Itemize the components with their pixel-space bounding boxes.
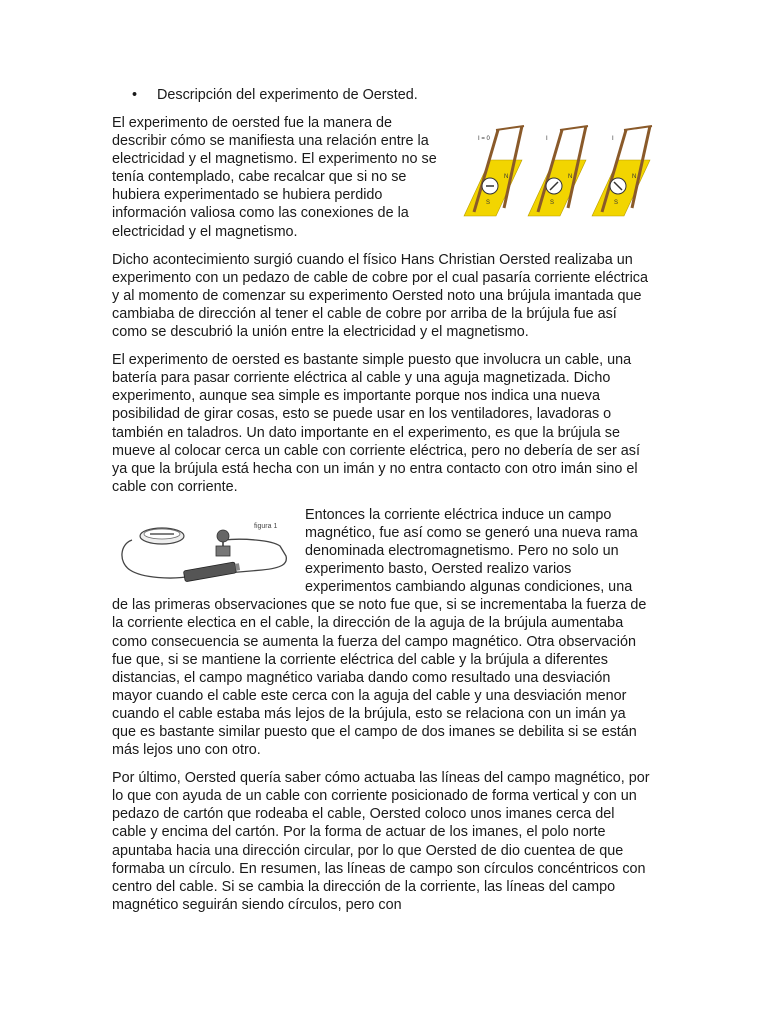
oersted-apparatus-figure — [112, 510, 297, 588]
paragraph-2: Dicho acontecimiento surgió cuando el físico Hans Christian Oersted realizaba un experimento con un pedazo de cable de cobre por el cual pasaría corriente eléctrica y al momento de comenzar su experimento Oersted noto una brújula imantada que cambiaba de dirección al tener el cable de cobre por arriba de la brújula fue así como se descubrió la unión entre la electricidad y el magnetismo. — [112, 251, 648, 341]
figure1-panel-1 — [464, 126, 524, 216]
paragraph-1 — [112, 114, 652, 241]
figure1-label-3: I — [612, 136, 614, 142]
bullet-dot: • — [132, 87, 138, 103]
figure1-label-1: I = 0 — [478, 136, 490, 142]
figure1-label-2: I — [546, 136, 548, 142]
figure1-pole-n-2: N — [568, 174, 573, 180]
figure1-pole-s-3: S — [614, 200, 619, 206]
figure1-panel-2 — [528, 126, 588, 216]
paragraph-3: El experimento de oersted es bastante simple puesto que involucra un cable, una batería para pasar corriente eléctrica al cable y una aguja magnetizada. Dicho experimento, aunque sea simple es importante porque nos indica una nueva posibilidad de girar cosas, esto se puede usar en los ventiladores, lavadoras o también en taladros. Un dato importante en el experimento, es que la brújula se mueve al colocar cerca un cable con corriente eléctrica, pero no debería de ser así ya que la brújula está hecha con un imán y no entra contacto con otro imán sino el cable con corriente. — [112, 352, 640, 495]
paragraph-4-text: Entonces la corriente eléctrica induce un campo magnético, fue así como se generó una nueva rama denominada electromagnetismo. Pero no solo un experimento basto, Oersted realizo varios experimentos cambiando algunas condiciones, una de las primeras observaciones que se noto fue que, si se incrementaba la fuerza de la corriente electica en el cable, la dirección de la aguja de la brújula aumentaba como consecuencia se aumenta la fuerza del campo magnético. Otra observación fue que, si se mantiene la corriente eléctrica del cable y la brújula a diferentes distancias, el campo magnético variaba dando como resultado una desviación mayor cuando el cable este cerca con la aguja del cable y una desviación menor cuando el cable estaba más lejos de la brújula, esto se relaciona con un imán ya que es bastante similar puesto que el campo de dos imanes se debilita si se están más lejos uno con otro. — [112, 506, 647, 759]
paragraph-4 — [112, 506, 652, 759]
bullet-item — [112, 86, 652, 104]
oersted-three-panel-figure — [460, 120, 656, 220]
figure2-label: figura 1 — [254, 522, 278, 530]
bullet-text: Descripción del experimento de Oersted. — [157, 87, 418, 103]
figure1-pole-s-1: S — [486, 200, 491, 206]
figure1-pole-n-1: N — [504, 174, 509, 180]
document-page — [112, 86, 652, 924]
paragraph-1-text: El experimento de oersted fue la manera de describir cómo se manifiesta una relación entre la electricidad y el magnetismo. El experimento no se tenía contemplado, cabe recalcar que si no se hubiera experimentado se hubiera perdido información valiosa como las conexiones de la electricidad y el magnetismo. — [112, 115, 437, 240]
figure1-panel-3 — [592, 126, 652, 216]
paragraph-5: Por último, Oersted quería saber cómo actuaba las líneas del campo magnético, por lo que con ayuda de un cable con corriente posicionado de forma vertical y con un pedazo de cartón que rodeaba el cable, Oersted coloco unos imanes cerca del cable y encima del cartón. Por la forma de actuar de los imanes, el polo norte apuntaba hacia una dirección circular, por lo que Oersted de dio cuentea de que formaba un círculo. En resumen, las líneas de campo son círculos concéntricos con centro del cable. Si se cambia la dirección de la corriente, las líneas del campo magnético seguirán siendo círculos, pero con — [112, 770, 650, 913]
figure1-pole-s-2: S — [550, 200, 555, 206]
figure1-pole-n-3: N — [632, 174, 637, 180]
